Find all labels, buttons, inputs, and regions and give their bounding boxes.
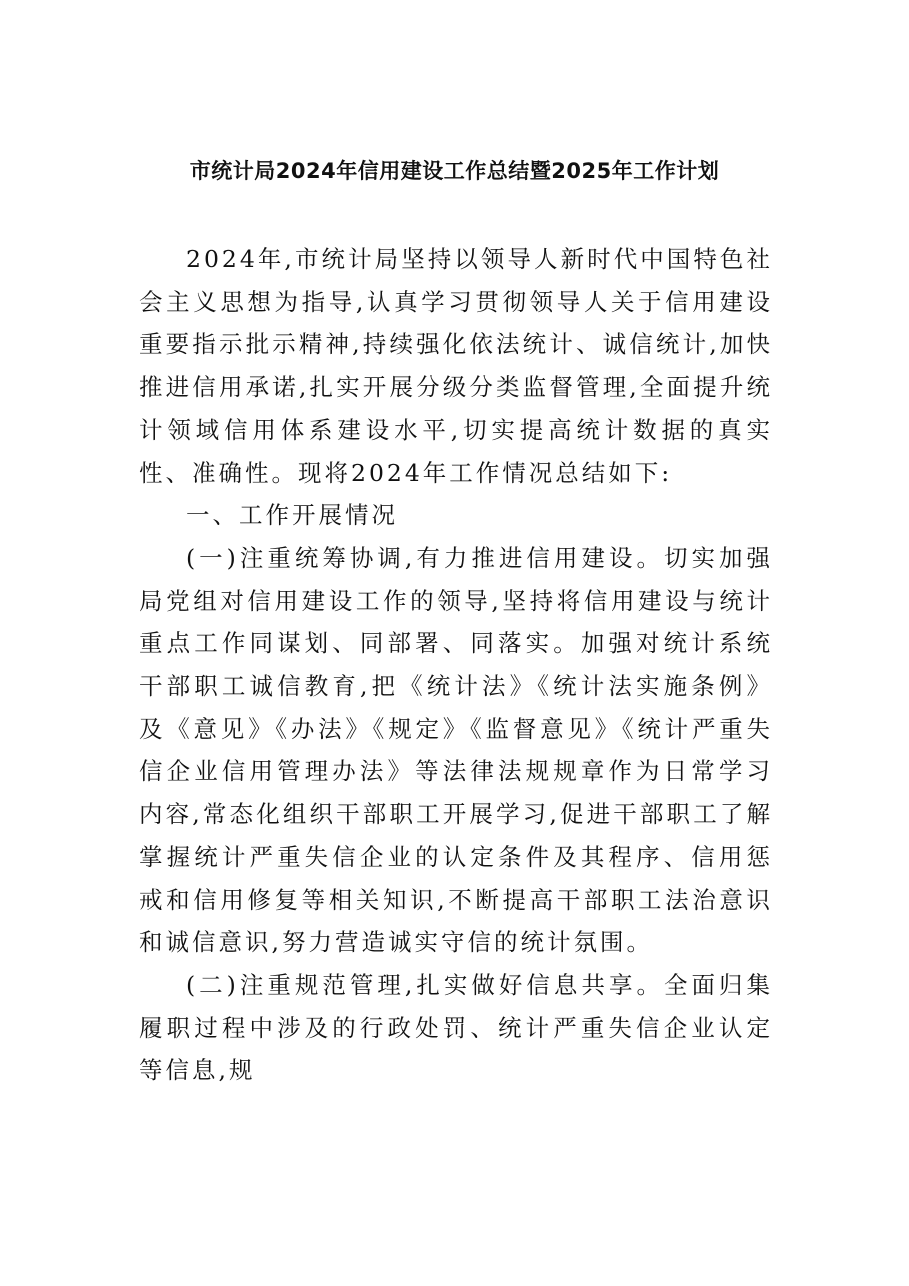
- document-title: 市统计局2024年信用建设工作总结暨2025年工作计划: [189, 159, 720, 183]
- section-heading: 一、工作开展情况: [186, 501, 398, 530]
- paragraph-coordination: (一)注重统筹协调,有力推进信用建设。切实加强局党组对信用建设工作的领导,坚持将信用建设与统计重点工作同谋划、同部署、同落实。加强对统计系统干部职工诚信教育,把《统计法》《统计法实施条例》及《意见》《办法》《规定》《监督意见》《统计严重失信企业信用管理办法》等法律法规规章作为日常学习内容,常态化组织干部职工开展学习,促进干部职工了解掌握统计严重失信企业的认定条件及其程序、信用惩戒和信用修复等相关知识,不断提高干部职工法治意识和诚信意识,努力营造诚实守信的统计氛围。: [139, 543, 773, 957]
- paragraph-management: (二)注重规范管理,扎实做好信息共享。全面归集履职过程中涉及的行政处罚、统计严重失信企业认定等信息,规: [139, 970, 773, 1085]
- document-body: [139, 238, 773, 1092]
- paragraph-intro: 2024年,市统计局坚持以领导人新时代中国特色社会主义思想为指导,认真学习贯彻领导人关于信用建设重要指示批示精神,持续强化依法统计、诚信统计,加快推进信用承诺,扎实开展分级分类监督管理,全面提升统计领域信用体系建设水平,切实提高统计数据的真实性、准确性。现将2024年工作情况总结如下:: [139, 245, 773, 487]
